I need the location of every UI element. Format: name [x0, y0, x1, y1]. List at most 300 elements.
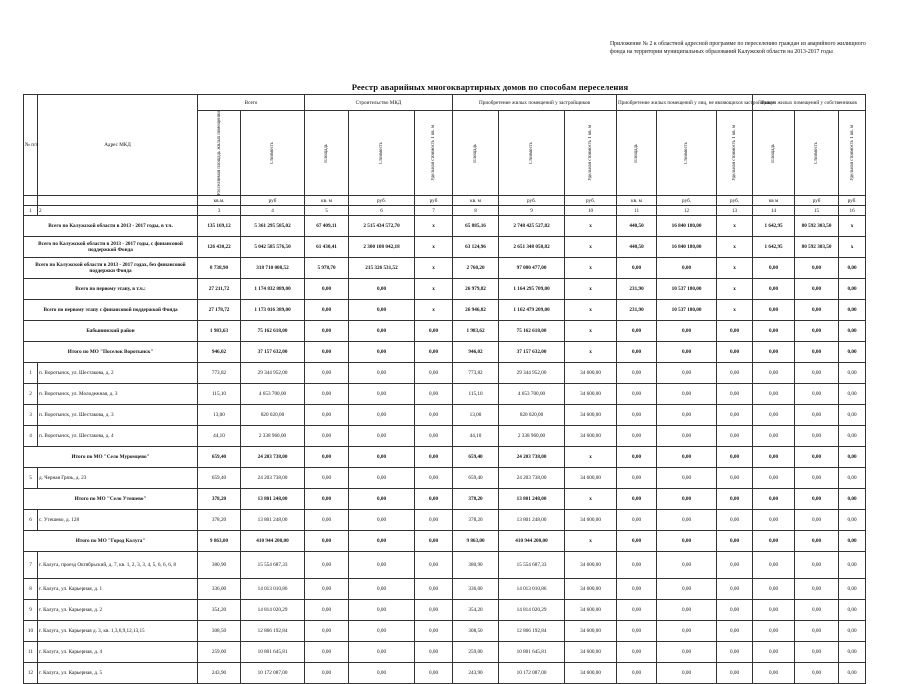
value-cell: 0,00 [795, 447, 839, 468]
value-cell: 4 653 700,00 [499, 384, 565, 405]
value-cell: 0,00 [839, 258, 866, 279]
value-cell: 1 983,62 [453, 321, 499, 342]
value-cell: 0,00 [349, 600, 415, 621]
sub-header: Удельная стоимость 1 кв. м [565, 111, 617, 196]
value-cell: 14 013 010,86 [499, 579, 565, 600]
value-cell: 0,00 [753, 342, 795, 363]
value-cell: 0,00 [415, 510, 453, 531]
value-cell: 0,00 [415, 489, 453, 510]
value-cell: 0,00 [717, 510, 753, 531]
value-cell: 0,00 [415, 531, 453, 552]
value-cell: 0,00 [839, 447, 866, 468]
value-cell: 0,00 [795, 342, 839, 363]
value-cell: 8 738,90 [198, 258, 241, 279]
value-cell: 2 760,20 [453, 258, 499, 279]
value-cell: 0,00 [617, 363, 657, 384]
value-cell: 13 801 248,00 [241, 510, 305, 531]
value-cell: 0,00 [717, 321, 753, 342]
sub-header: Стоимость [499, 111, 565, 196]
value-cell: 0,00 [305, 621, 349, 642]
summary-row [24, 300, 866, 321]
value-cell: 1 174 832 889,00 [241, 279, 305, 300]
value-cell: 1 173 016 389,00 [241, 300, 305, 321]
col-number: 16 [839, 206, 866, 216]
table-row [24, 552, 866, 579]
col-number: 15 [795, 206, 839, 216]
value-cell: 0,00 [795, 279, 839, 300]
value-cell: 0,00 [415, 663, 453, 684]
value-cell: 0,00 [657, 258, 717, 279]
group-construction: Строительство МКД [305, 95, 453, 111]
value-cell: 44,10 [198, 426, 241, 447]
value-cell: 0,00 [305, 384, 349, 405]
value-cell: 0,00 [795, 426, 839, 447]
value-cell: 0,00 [717, 621, 753, 642]
value-cell: 0,00 [717, 552, 753, 579]
header-units-row [24, 196, 866, 206]
value-cell: 80 592 303,50 [795, 216, 839, 237]
value-cell: 2 338 960,00 [499, 426, 565, 447]
value-cell: 0,00 [415, 363, 453, 384]
value-cell: 75 162 618,00 [241, 321, 305, 342]
value-cell: 0,00 [349, 663, 415, 684]
value-cell: 24 203 738,00 [241, 468, 305, 489]
unit-cell: руб. [565, 196, 617, 206]
value-cell: 0,00 [415, 405, 453, 426]
group-non-developer: Приобретение жилых помещений у лиц, не являющихся застройщиком [617, 95, 753, 111]
value-cell: 0,00 [617, 342, 657, 363]
value-cell: 0,00 [617, 621, 657, 642]
value-cell: 0,00 [839, 531, 866, 552]
value-cell: 0,00 [305, 489, 349, 510]
value-cell: 215 326 531,52 [349, 258, 415, 279]
value-cell: 243,90 [198, 663, 241, 684]
value-cell: 67 409,11 [305, 216, 349, 237]
value-cell: 0,00 [657, 642, 717, 663]
value-cell: 1 642,95 [753, 216, 795, 237]
value-cell: 9 863,00 [198, 531, 241, 552]
value-cell: 10 801 645,81 [499, 642, 565, 663]
value-cell: 0,00 [617, 426, 657, 447]
row-number: 10 [24, 621, 38, 642]
value-cell: 0,00 [717, 426, 753, 447]
value-cell: 0,00 [617, 600, 657, 621]
value-cell: 0,00 [617, 447, 657, 468]
value-cell: 24 203 738,00 [241, 447, 305, 468]
value-cell: 0,00 [657, 426, 717, 447]
value-cell: х [717, 237, 753, 258]
value-cell: 0,00 [349, 363, 415, 384]
summary-label: Всего по Калужской области в 2013 - 2017 годы, с финансовой поддержкой Фонда [24, 237, 198, 258]
value-cell: 0,00 [753, 405, 795, 426]
unit-cell: руб. [499, 196, 565, 206]
value-cell: 0,00 [839, 384, 866, 405]
value-cell: х [415, 237, 453, 258]
value-cell: 0,00 [349, 447, 415, 468]
value-cell: 0,00 [305, 321, 349, 342]
col-number: 4 [241, 206, 305, 216]
value-cell: 0,00 [305, 510, 349, 531]
value-cell: 440,50 [617, 216, 657, 237]
summary-row [24, 489, 866, 510]
value-cell: 0,00 [305, 552, 349, 579]
value-cell: 12 866 192,84 [499, 621, 565, 642]
value-cell: 410 944 200,00 [499, 531, 565, 552]
value-cell: 0,00 [617, 405, 657, 426]
summary-label: Всего по Калужской области в 2013 - 2017 годы, в т.ч. [24, 216, 198, 237]
table-row [24, 363, 866, 384]
col-number: 8 [453, 206, 499, 216]
sub-header: Удельная стоимость 1 кв. м [717, 111, 753, 196]
value-cell: 0,00 [839, 600, 866, 621]
value-cell: 14 814 020,29 [241, 600, 305, 621]
value-cell: 27 211,72 [198, 279, 241, 300]
value-cell: 0,00 [717, 489, 753, 510]
col-number: 6 [349, 206, 415, 216]
value-cell: 0,00 [415, 321, 453, 342]
value-cell: 2 651 348 050,82 [499, 237, 565, 258]
value-cell: 0,00 [617, 531, 657, 552]
table-row [24, 579, 866, 600]
value-cell: 34 600,00 [565, 510, 617, 531]
value-cell: 80 592 303,50 [795, 237, 839, 258]
summary-row [24, 321, 866, 342]
value-cell: 0,00 [795, 621, 839, 642]
value-cell: 0,00 [753, 552, 795, 579]
summary-label: Итого по МО "Город Калуга" [24, 531, 198, 552]
summary-label: Итого по МО "Село Муромцево" [24, 447, 198, 468]
summary-row [24, 447, 866, 468]
value-cell: 0,00 [349, 405, 415, 426]
value-cell: 0,00 [753, 363, 795, 384]
unit-cell: руб. [349, 196, 415, 206]
sub-header: Удельная стоимость 1 кв. м [415, 111, 453, 196]
summary-row [24, 342, 866, 363]
unit-cell: руб. [717, 196, 753, 206]
value-cell: 0,00 [349, 321, 415, 342]
value-cell: х [415, 216, 453, 237]
value-cell: 0,00 [305, 342, 349, 363]
sub-header: Стоимость [795, 111, 839, 196]
value-cell: 0,00 [795, 300, 839, 321]
value-cell: 0,00 [657, 531, 717, 552]
value-cell: 2 515 434 572,70 [349, 216, 415, 237]
value-cell: 0,00 [349, 300, 415, 321]
value-cell: 659,40 [453, 468, 499, 489]
value-cell: 37 157 632,00 [241, 342, 305, 363]
col-number: 12 [657, 206, 717, 216]
col-number: 5 [305, 206, 349, 216]
value-cell: 0,00 [839, 489, 866, 510]
value-cell: 0,00 [839, 300, 866, 321]
value-cell: 34 600,00 [565, 384, 617, 405]
value-cell: 0,00 [753, 279, 795, 300]
value-cell: 0,00 [305, 426, 349, 447]
value-cell: 0,00 [839, 405, 866, 426]
row-number: 11 [24, 642, 38, 663]
value-cell: х [565, 216, 617, 237]
value-cell: 0,00 [657, 468, 717, 489]
address-cell: с. Утешево, д. 128 [38, 510, 198, 531]
value-cell: 659,40 [453, 447, 499, 468]
value-cell: 26 979,82 [453, 279, 499, 300]
value-cell: 0,00 [617, 489, 657, 510]
value-cell: 24 203 738,00 [499, 447, 565, 468]
value-cell: 63 124,96 [453, 237, 499, 258]
value-cell: 2 338 960,00 [241, 426, 305, 447]
value-cell: 773,82 [198, 363, 241, 384]
value-cell: 0,00 [305, 300, 349, 321]
value-cell: 0,00 [657, 321, 717, 342]
value-cell: 0,00 [753, 468, 795, 489]
value-cell: 0,00 [657, 663, 717, 684]
col-number: 10 [565, 206, 617, 216]
value-cell: 0,00 [617, 579, 657, 600]
value-cell: 13 801 248,00 [499, 510, 565, 531]
value-cell: х [717, 279, 753, 300]
row-number: 5 [24, 468, 38, 489]
value-cell: 0,00 [415, 384, 453, 405]
value-cell: 0,00 [795, 384, 839, 405]
value-cell: 946,02 [453, 342, 499, 363]
value-cell: 0,00 [617, 642, 657, 663]
value-cell: 34 600,00 [565, 552, 617, 579]
value-cell: 0,00 [657, 489, 717, 510]
summary-label: Всего по первому этапу, в т.ч.: [24, 279, 198, 300]
value-cell: 0,00 [657, 600, 717, 621]
value-cell: 0,00 [349, 384, 415, 405]
value-cell: 0,00 [617, 384, 657, 405]
value-cell: 27 178,72 [198, 300, 241, 321]
value-cell: 0,00 [795, 579, 839, 600]
value-cell: 5 978,70 [305, 258, 349, 279]
value-cell: 0,00 [753, 579, 795, 600]
value-cell: 0,00 [617, 552, 657, 579]
value-cell: 820 020,00 [499, 405, 565, 426]
value-cell: 243,90 [453, 663, 499, 684]
address-cell: г. Калуга, ул. Карьерная, д. 4 [38, 642, 198, 663]
value-cell: 0,00 [349, 279, 415, 300]
value-cell: 354,20 [198, 600, 241, 621]
value-cell: х [565, 300, 617, 321]
sub-header: Удельная стоимость 1 кв. м [839, 111, 866, 196]
value-cell: 0,00 [657, 579, 717, 600]
value-cell: 0,00 [795, 663, 839, 684]
value-cell: 0,00 [795, 468, 839, 489]
value-cell: 1 164 295 709,00 [499, 279, 565, 300]
value-cell: 1 162 479 209,00 [499, 300, 565, 321]
unit-cell: руб. [657, 196, 717, 206]
value-cell: 336,00 [198, 579, 241, 600]
value-cell: 659,40 [198, 447, 241, 468]
value-cell: 0,00 [717, 531, 753, 552]
address-cell: д. Черная Грязь, д. 23 [38, 468, 198, 489]
value-cell: 0,00 [305, 405, 349, 426]
sub-header: Стоимость [349, 111, 415, 196]
col-number: 2 [38, 206, 198, 216]
value-cell: 0,00 [753, 621, 795, 642]
summary-row [24, 279, 866, 300]
table-row [24, 405, 866, 426]
sub-header: Площадь [617, 111, 657, 196]
value-cell: 0,00 [839, 642, 866, 663]
col-address-header: Адрес МКД [38, 95, 198, 196]
summary-row [24, 237, 866, 258]
group-buyout: Выкуп жилых помещений у собственников [753, 95, 866, 111]
value-cell: 126 430,22 [198, 237, 241, 258]
value-cell: 0,00 [657, 510, 717, 531]
sub-header: Площадь [305, 111, 349, 196]
value-cell: 0,00 [349, 621, 415, 642]
value-cell: 10 537 180,00 [657, 279, 717, 300]
header-numbers-row [24, 206, 866, 216]
value-cell: 0,00 [753, 510, 795, 531]
value-cell: 10 172 087,00 [499, 663, 565, 684]
value-cell: 34 600,00 [565, 663, 617, 684]
value-cell: 29 344 952,00 [241, 363, 305, 384]
value-cell: 0,00 [617, 663, 657, 684]
value-cell: 0,00 [717, 579, 753, 600]
table-row [24, 426, 866, 447]
value-cell: 34 600,00 [565, 426, 617, 447]
address-cell: г. Калуга, ул. Карьерная д. 3, кв. 1,3,6,9,12,13,15 [38, 621, 198, 642]
value-cell: 0,00 [795, 489, 839, 510]
value-cell: 0,00 [349, 426, 415, 447]
value-cell: 13,00 [453, 405, 499, 426]
value-cell: х [415, 258, 453, 279]
value-cell: 0,00 [753, 426, 795, 447]
value-cell: 0,00 [839, 468, 866, 489]
value-cell: 0,00 [753, 489, 795, 510]
value-cell: 0,00 [349, 468, 415, 489]
value-cell: 308,50 [453, 621, 499, 642]
value-cell: 5 361 295 585,02 [241, 216, 305, 237]
summary-label: Итого по МО "Село Утешево" [24, 489, 198, 510]
address-cell: г. Калуга, ул. Карьерная, д. 1 [38, 579, 198, 600]
value-cell: 0,00 [657, 447, 717, 468]
col-number: 11 [617, 206, 657, 216]
group-total: Всего [198, 95, 305, 111]
row-number: 2 [24, 384, 38, 405]
unit-cell: кв. м [453, 196, 499, 206]
summary-label: Бабынинский район [24, 321, 198, 342]
value-cell: 0,00 [717, 642, 753, 663]
value-cell: 0,00 [717, 447, 753, 468]
value-cell: 0,00 [415, 579, 453, 600]
value-cell: х [565, 531, 617, 552]
value-cell: 37 157 632,00 [499, 342, 565, 363]
value-cell: 659,40 [198, 468, 241, 489]
value-cell: 34 600,00 [565, 405, 617, 426]
value-cell: 318 710 008,52 [241, 258, 305, 279]
value-cell: 13 801 248,00 [241, 489, 305, 510]
value-cell: 34 600,00 [565, 621, 617, 642]
value-cell: 10 537 180,00 [657, 300, 717, 321]
value-cell: 34 600,00 [565, 363, 617, 384]
unit-cell: руб [795, 196, 839, 206]
value-cell: 0,00 [795, 531, 839, 552]
value-cell: 15 554 687,33 [499, 552, 565, 579]
group-developer: Приобретение жилых помещений у застройщиков [453, 95, 617, 111]
value-cell: х [415, 300, 453, 321]
value-cell: 0,00 [415, 642, 453, 663]
value-cell: х [565, 489, 617, 510]
value-cell: 0,00 [305, 531, 349, 552]
value-cell: 773,82 [453, 363, 499, 384]
value-cell: 0,00 [753, 642, 795, 663]
value-cell: х [717, 216, 753, 237]
col-num-header: № п/п [24, 95, 38, 196]
address-cell: г. Калуга, ул. Карьерная, д. 2 [38, 600, 198, 621]
value-cell: 0,00 [349, 642, 415, 663]
value-cell: 34 600,00 [565, 642, 617, 663]
summary-label: Итого по МО "Поселок Воротынск" [24, 342, 198, 363]
value-cell: 0,00 [415, 621, 453, 642]
value-cell: 9 863,00 [453, 531, 499, 552]
value-cell: 15 554 687,33 [241, 552, 305, 579]
row-number: 3 [24, 405, 38, 426]
unit-cell: кв м [753, 196, 795, 206]
value-cell: 0,00 [753, 663, 795, 684]
value-cell: 0,00 [839, 552, 866, 579]
table-row [24, 663, 866, 684]
summary-row [24, 531, 866, 552]
value-cell: 65 885,16 [453, 216, 499, 237]
col-number: 3 [198, 206, 241, 216]
value-cell: 0,00 [349, 510, 415, 531]
unit-cell: руб [415, 196, 453, 206]
unit-cell: кв. м [305, 196, 349, 206]
unit-cell: руб. [839, 196, 866, 206]
value-cell: 410 944 200,00 [241, 531, 305, 552]
value-cell: 0,00 [753, 600, 795, 621]
address-cell: п. Воротынск, ул. Шестакова, д. 3 [38, 405, 198, 426]
value-cell: 0,00 [305, 663, 349, 684]
value-cell: 115,10 [198, 384, 241, 405]
value-cell: х [717, 300, 753, 321]
value-cell: х [565, 342, 617, 363]
value-cell: 24 203 738,00 [499, 468, 565, 489]
value-cell: 0,00 [349, 552, 415, 579]
value-cell: 34 600,00 [565, 600, 617, 621]
value-cell: 378,20 [453, 489, 499, 510]
col-number: 7 [415, 206, 453, 216]
value-cell: 0,00 [795, 321, 839, 342]
value-cell: 16 840 180,00 [657, 216, 717, 237]
address-cell: п. Воротынск, ул. Шестакова, д. 4 [38, 426, 198, 447]
value-cell: 380,90 [198, 552, 241, 579]
value-cell: х [717, 258, 753, 279]
address-cell: г. Калуга, ул. Карьерная, д. 5 [38, 663, 198, 684]
value-cell: 0,00 [753, 258, 795, 279]
value-cell: 0,00 [415, 600, 453, 621]
value-cell: 336,00 [453, 579, 499, 600]
value-cell: 0,00 [415, 552, 453, 579]
value-cell: 0,00 [717, 468, 753, 489]
table-row [24, 468, 866, 489]
value-cell: 0,00 [717, 384, 753, 405]
value-cell: 0,00 [753, 300, 795, 321]
appendix-note: Приложение № 2 к областной адресной программе по переселению граждан из аварийного жилищного фонда на территории муниципальных образований Калужской области на 2013-2017 годы [610, 41, 866, 55]
value-cell: х [565, 258, 617, 279]
address-cell: п. Воротынск, ул. Молодежная, д. 3 [38, 384, 198, 405]
value-cell: 34 600,00 [565, 579, 617, 600]
value-cell: 2 300 108 042,18 [349, 237, 415, 258]
value-cell: 354,20 [453, 600, 499, 621]
value-cell: 231,90 [617, 279, 657, 300]
value-cell: х [565, 447, 617, 468]
value-cell: 0,00 [657, 621, 717, 642]
